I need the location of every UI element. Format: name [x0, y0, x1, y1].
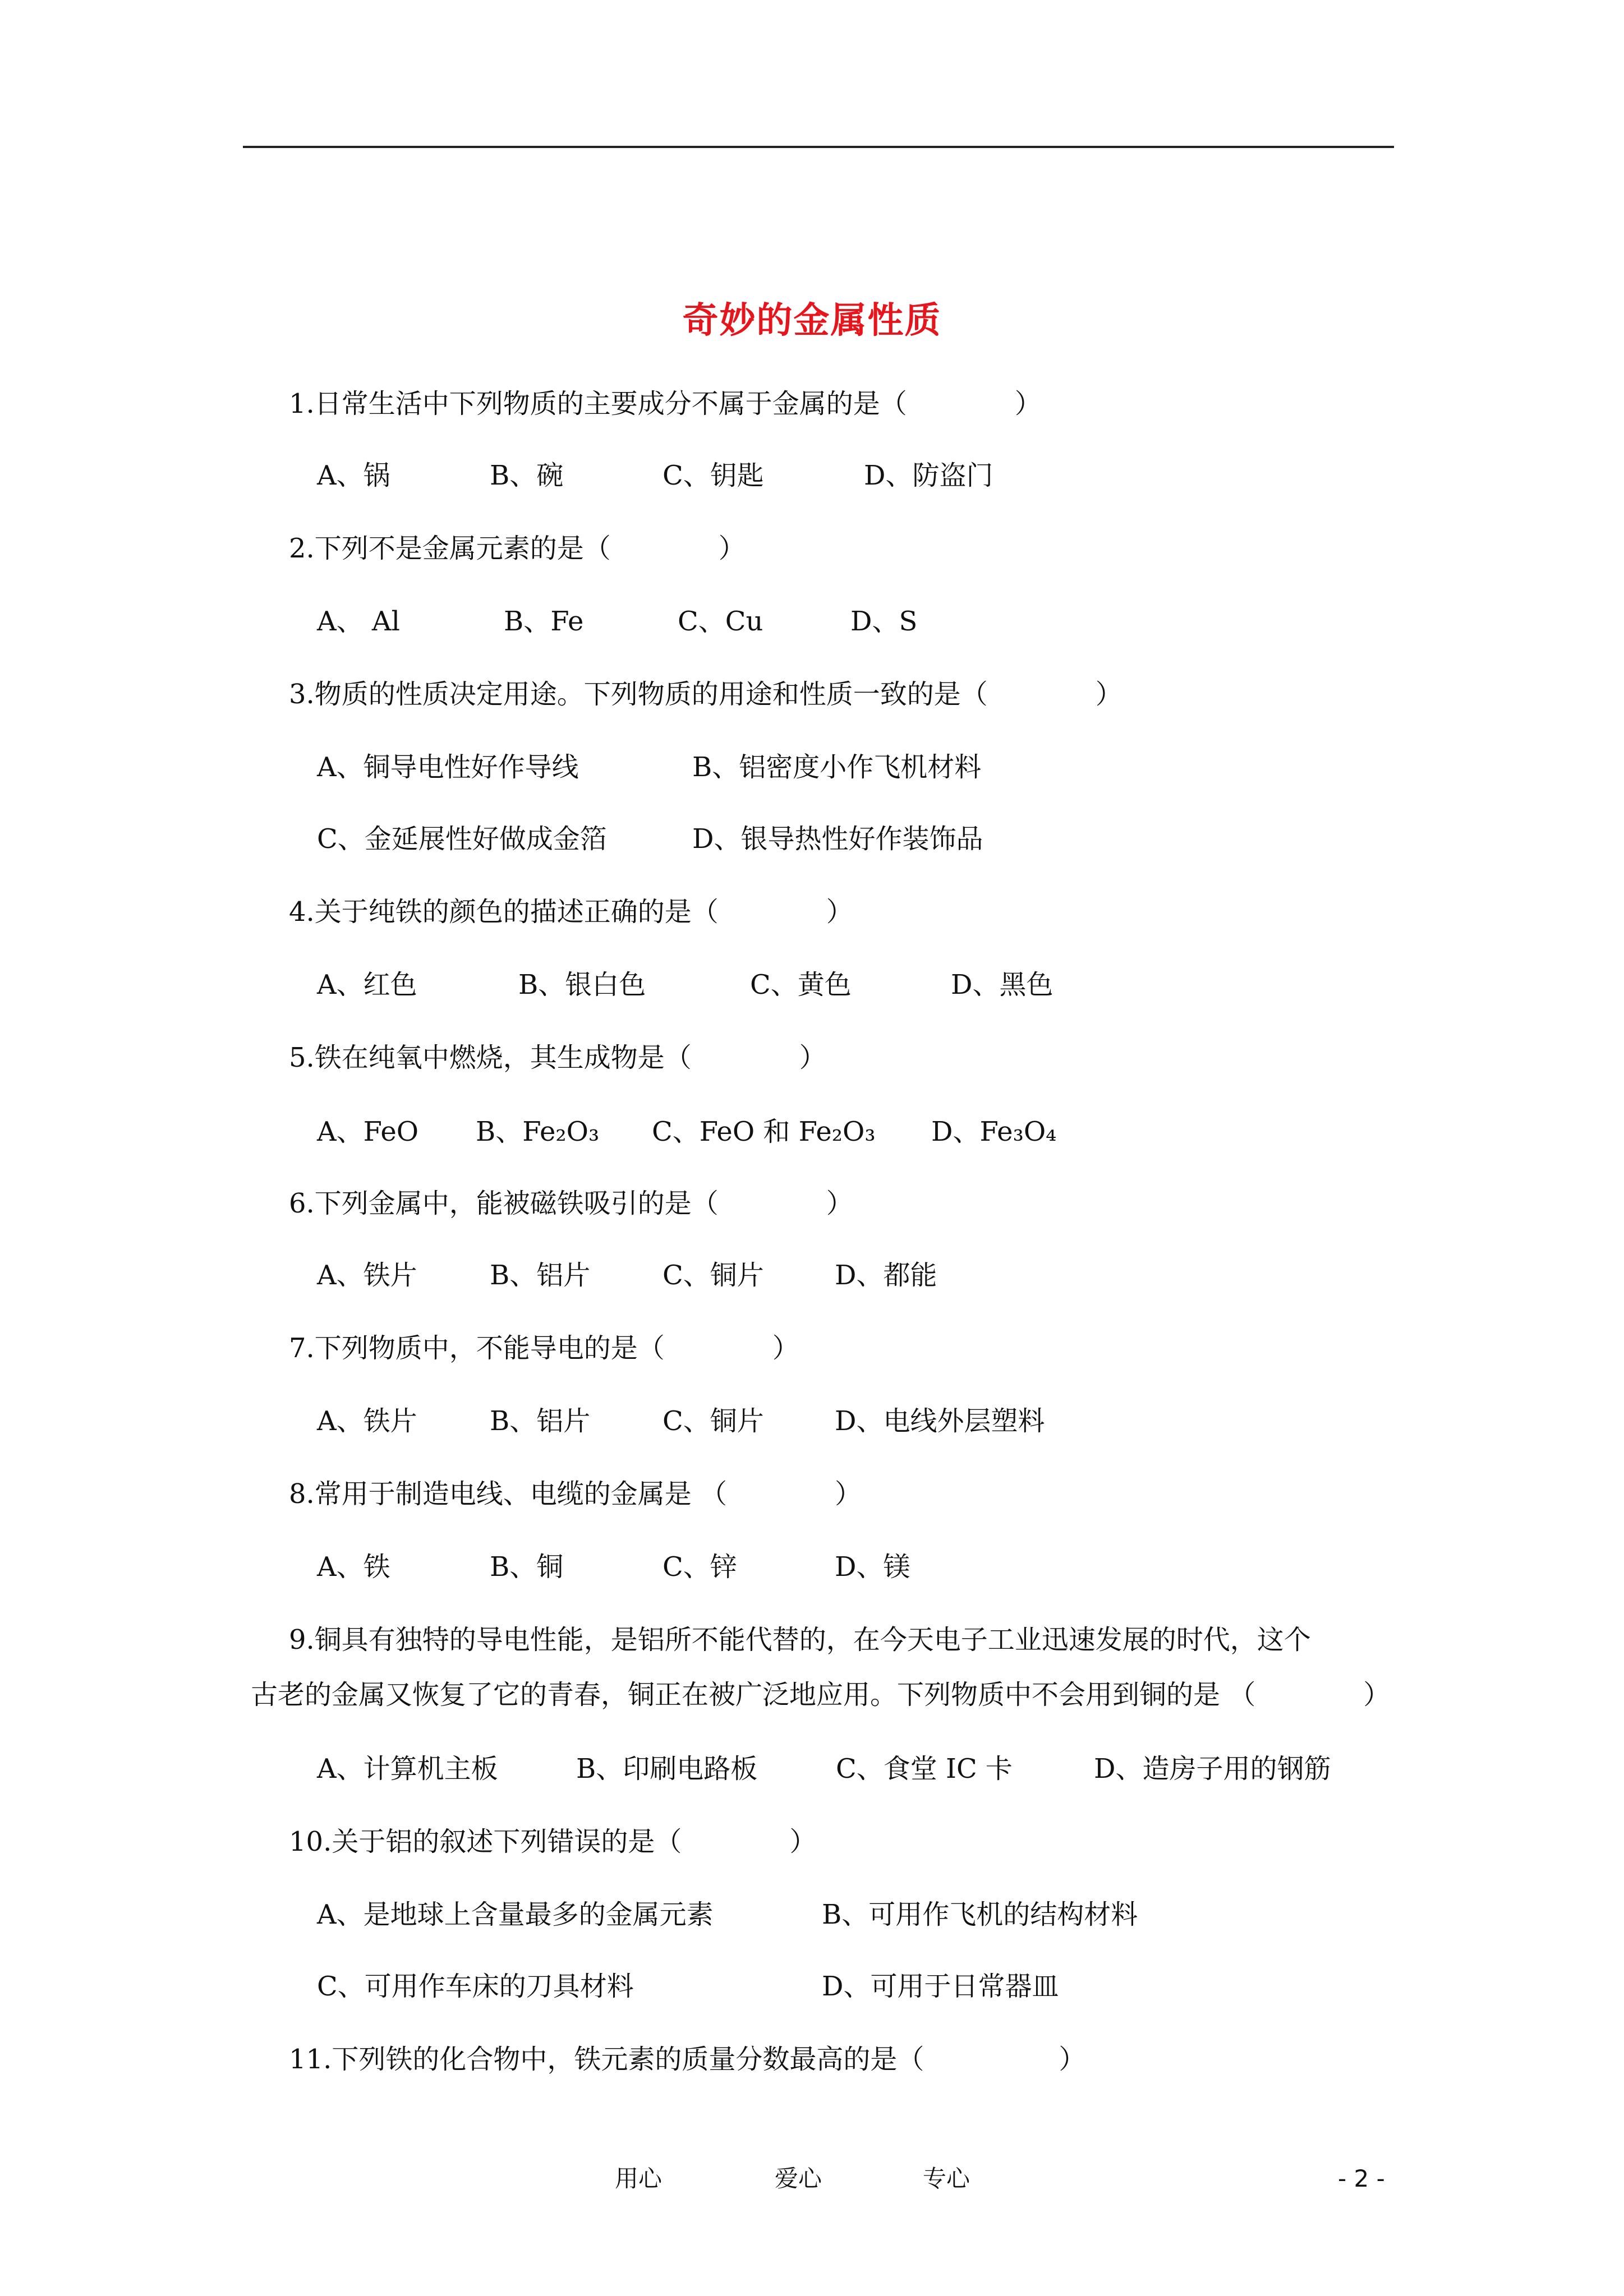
option: D、黑色 [951, 969, 1053, 1001]
option: D、可用于日常器皿 [822, 1971, 1059, 2002]
question-stem-11: 11.下列铁的化合物中，铁元素的质量分数最高的是（ ） [289, 2044, 1086, 2075]
option: B、碗 [490, 460, 564, 491]
option: A、铜导电性好作导线 [317, 751, 579, 783]
option: C、钥匙 [663, 460, 764, 491]
option: B、Fe₂O₃ [476, 1116, 600, 1147]
option: D、S [850, 606, 918, 637]
option: D、造房子用的钢筋 [1094, 1753, 1331, 1785]
option: A、 Al [317, 606, 400, 637]
option: C、食堂 IC 卡 [836, 1753, 1013, 1785]
option: C、FeO 和 Fe₂O₃ [652, 1116, 876, 1147]
option: B、银白色 [518, 969, 646, 1001]
option: B、印刷电路板 [576, 1753, 758, 1785]
question-stem-1: 1.日常生活中下列物质的主要成分不属于金属的是（ ） [289, 388, 1042, 419]
option: B、Fe [504, 606, 584, 637]
option: B、铝密度小作飞机材料 [692, 751, 982, 783]
option: D、银导热性好作装饰品 [692, 823, 983, 855]
option: B、可用作飞机的结构材料 [822, 1899, 1138, 1930]
option: A、铁 [317, 1551, 390, 1583]
option: A、铁片 [317, 1260, 417, 1291]
option: D、防盗门 [864, 460, 993, 491]
option: A、FeO [317, 1116, 419, 1147]
option: D、Fe₃O₄ [931, 1116, 1057, 1147]
question-stem-10: 10.关于铝的叙述下列错误的是（ ） [289, 1826, 817, 1857]
option: B、铜 [490, 1551, 564, 1583]
question-stem-4: 4.关于纯铁的颜色的描述正确的是（ ） [289, 896, 853, 928]
header-rule [243, 146, 1394, 148]
question-stem-6: 6.下列金属中，能被磁铁吸引的是（ ） [289, 1188, 853, 1219]
option: D、电线外层塑料 [835, 1405, 1045, 1437]
option: D、都能 [835, 1260, 937, 1291]
option: C、铜片 [663, 1260, 764, 1291]
option: C、锌 [663, 1551, 737, 1583]
option: D、镁 [835, 1551, 910, 1583]
page-number: - 2 - [1338, 2165, 1385, 2192]
question-stem-3: 3.物质的性质决定用途。下列物质的用途和性质一致的是（ ） [289, 679, 1122, 710]
question-stem-8: 8.常用于制造电线、电缆的金属是 （ ） [289, 1478, 862, 1510]
option: C、黄色 [750, 969, 852, 1001]
option: A、计算机主板 [317, 1753, 498, 1785]
question-stem-7: 7.下列物质中，不能导电的是（ ） [289, 1333, 799, 1364]
question-stem-9-continued: 古老的金属又恢复了它的青春，铜正在被广泛地应用。下列物质中不会用到铜的是 （ ） [251, 1679, 1391, 1711]
option: A、锅 [317, 460, 390, 491]
footer-label: 用心 [615, 2165, 663, 2192]
option: A、铁片 [317, 1405, 417, 1437]
option: C、Cu [678, 606, 763, 637]
option: C、铜片 [663, 1405, 764, 1437]
footer-label: 爱心 [775, 2165, 822, 2192]
option: C、可用作车床的刀具材料 [317, 1971, 634, 2002]
option: C、金延展性好做成金箔 [317, 823, 607, 855]
footer-label: 专心 [923, 2165, 970, 2192]
option: B、铝片 [490, 1405, 591, 1437]
option: A、是地球上含量最多的金属元素 [317, 1899, 714, 1930]
question-stem-5: 5.铁在纯氧中燃烧，其生成物是（ ） [289, 1042, 826, 1073]
option: A、红色 [317, 969, 417, 1001]
question-stem-9: 9.铜具有独特的导电性能，是铝所不能代替的，在今天电子工业迅速发展的时代，这个 [289, 1624, 1311, 1656]
document-title: 奇妙的金属性质 [682, 300, 942, 342]
option: B、铝片 [490, 1260, 591, 1291]
question-stem-2: 2.下列不是金属元素的是（ ） [289, 533, 746, 564]
